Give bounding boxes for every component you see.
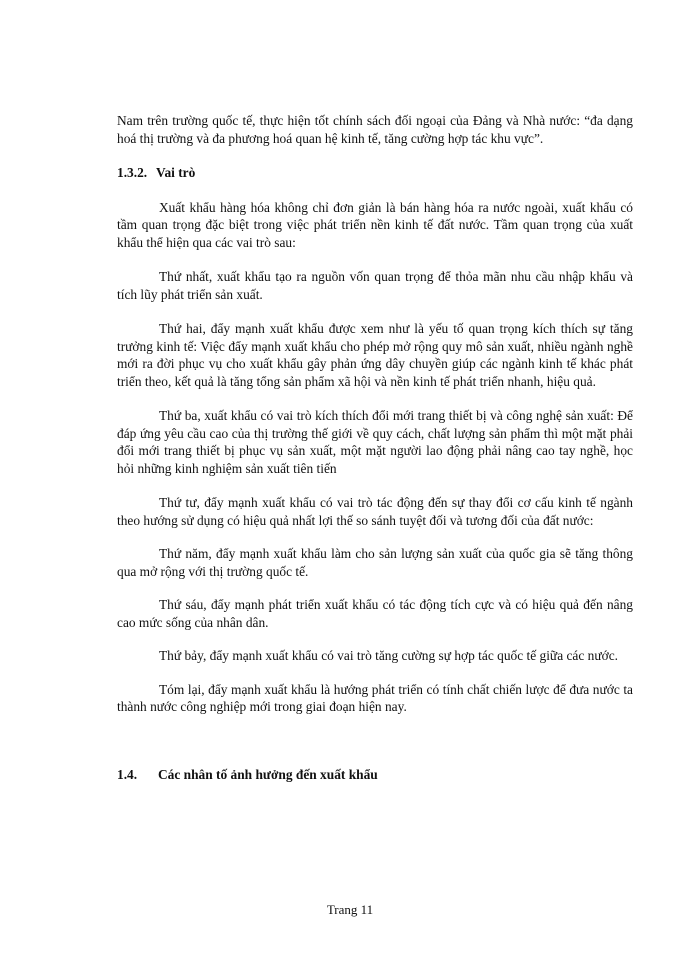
section-heading-1-4: [117, 766, 633, 784]
intro-paragraph: Nam trên trường quốc tế, thực hiện tốt chính sách đối ngoại của Đảng và Nhà nước: “đa dạng hoá thị trường và đa phương hoá quan hệ kinh tế, tăng cường hợp tác khu vực”.: [117, 113, 633, 146]
body-paragraph-1: Xuất khẩu hàng hóa không chỉ đơn giản là bán hàng hóa ra nước ngoài, xuất khẩu có tầm quan trọng đặc biệt trong việc phát triển nền kinh tế đất nước. Tầm quan trọng của xuất khẩu thể hiện qua các vai trò sau:: [117, 199, 633, 250]
section-number: 1.3.2.: [117, 165, 148, 180]
body-paragraph-3: Thứ hai, đẩy mạnh xuất khẩu được xem như là yếu tố quan trọng kích thích sự tăng trưởng kinh tế: Việc đẩy mạnh xuất khẩu cho phép mở rộng quy mô sản xuất, nhiều ngành nghề mới ra đời phục vụ cho xuất khẩu gây phản ứng dây chuyền giúp các ngành kinh tế khác phát triển theo, kết quả là tăng tổng sản phẩm xã hội và nền kinh tế phát triển nhanh, hiệu quả.: [117, 321, 633, 389]
body-paragraph-9: Tóm lại, đẩy mạnh xuất khẩu là hướng phát triển có tính chất chiến lược để đưa nước ta thành nước công nghiệp mới trong giai đoạn hiện nay.: [117, 681, 633, 714]
body-paragraph-5: Thứ tư, đẩy mạnh xuất khẩu có vai trò tác động đến sự thay đổi cơ cấu kinh tế ngành theo hướng sử dụng có hiệu quả nhất lợi thế so sánh tuyệt đối và tương đối của đất nước:: [117, 495, 633, 528]
section-title: Vai trò: [156, 165, 196, 180]
section-title: Các nhân tố ảnh hưởng đến xuất khẩu: [158, 766, 378, 782]
body-paragraph-2: Thứ nhất, xuất khẩu tạo ra nguồn vốn quan trọng để thỏa mãn nhu cầu nhập khẩu và tích lũy phát triển sản xuất.: [117, 269, 633, 302]
page-number: Trang 11: [326, 902, 374, 917]
section-number: 1.4.: [117, 766, 138, 782]
page-body: [117, 112, 633, 783]
body-paragraph-7: Thứ sáu, đẩy mạnh phát triển xuất khẩu có tác động tích cực và có hiệu quả đến nâng cao mức sống của nhân dân.: [117, 597, 633, 630]
section-heading-1-3-2: [117, 164, 633, 182]
body-paragraph-4: Thứ ba, xuất khẩu có vai trò kích thích đổi mới trang thiết bị và công nghệ sản xuất: Để đáp ứng yêu cầu cao của thị trường thế giới về quy cách, chất lượng sản phẩm thì một mặt phải đổi mới trang thiết bị phục vụ sản xuất, một mặt người lao động phải nâng cao tay nghề, học hỏi những kinh nghiệm sản xuất tiên tiến: [117, 408, 633, 476]
body-paragraph-6: Thứ năm, đẩy mạnh xuất khẩu làm cho sản lượng sản xuất của quốc gia sẽ tăng thông qua mở rộng với thị trường quốc tế.: [117, 546, 633, 579]
body-paragraph-8: Thứ bảy, đẩy mạnh xuất khẩu có vai trò tăng cường sự hợp tác quốc tế giữa các nước.: [159, 648, 618, 663]
